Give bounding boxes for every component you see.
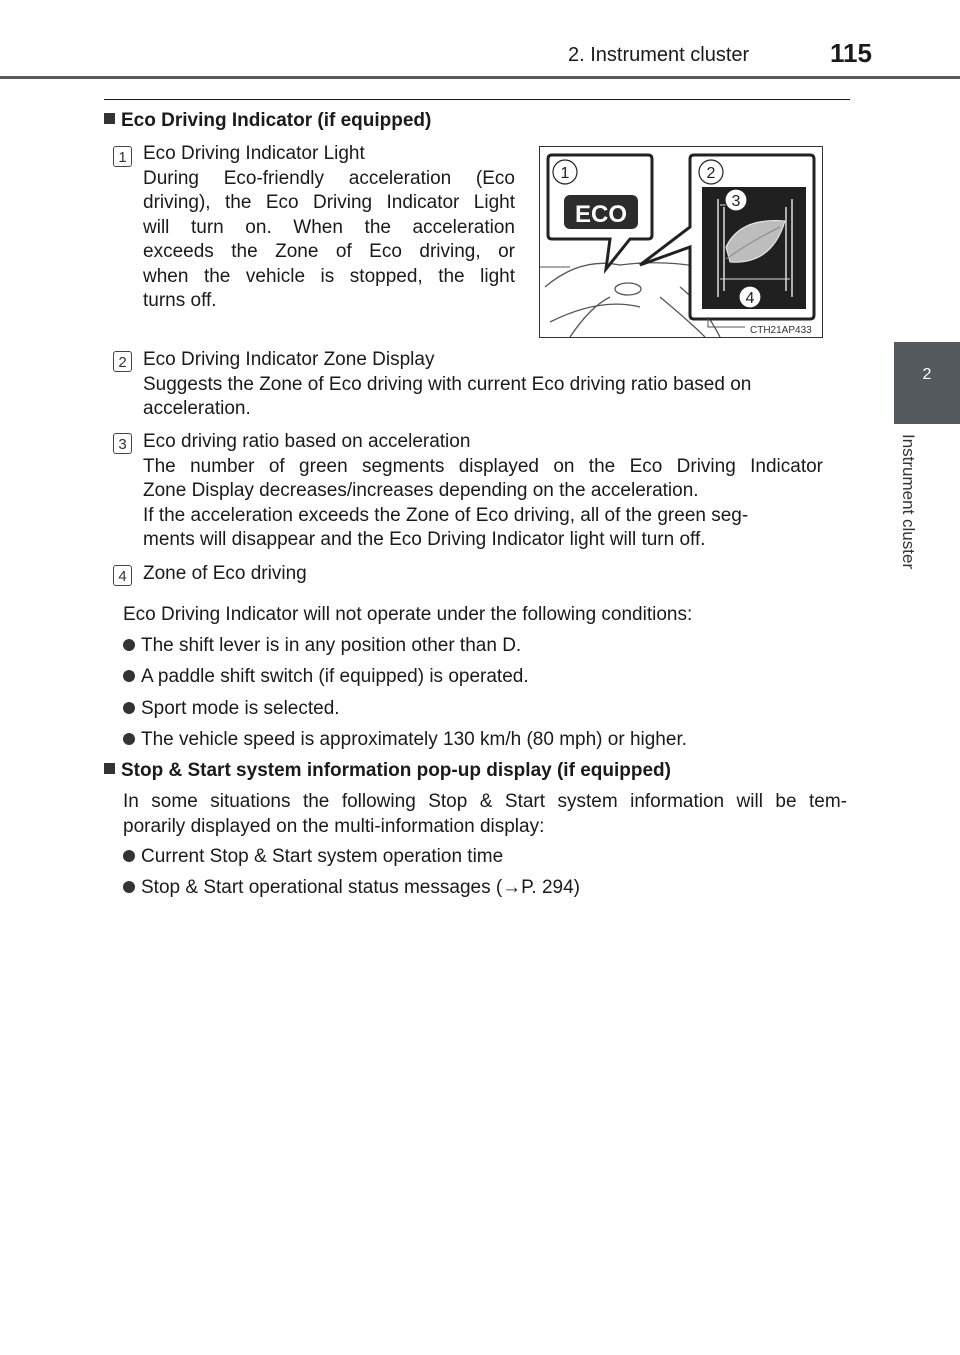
stop-start-bullet: Current Stop & Start system operation time xyxy=(123,845,503,869)
item-2 xyxy=(143,348,823,422)
item-number-box: 1 xyxy=(113,146,132,167)
eco-label: ECO xyxy=(574,201,628,228)
eco-indicator-illustration xyxy=(540,147,822,337)
item-title: Eco driving ratio based on acceleration xyxy=(143,431,471,452)
stop-start-bullet: Stop & Start operational status messages (→P. 294) xyxy=(123,876,580,900)
header-section-title: 2. Instrument cluster xyxy=(568,44,750,66)
condition-bullet: The shift lever is in any position other than D. xyxy=(123,634,521,658)
condition-bullet: The vehicle speed is approximately 130 km/h (80 mph) or higher. xyxy=(123,728,687,752)
item-3 xyxy=(143,430,823,553)
eco-indicator-figure xyxy=(539,146,823,338)
figure-callout-4: 4 xyxy=(745,290,755,307)
bullet-icon xyxy=(123,733,135,745)
intro-line: In some situations the following Stop & Start system information will be tem- xyxy=(123,791,847,812)
condition-bullet: Sport mode is selected. xyxy=(123,697,340,721)
bullet-icon xyxy=(123,702,135,714)
side-tab-number: 2 xyxy=(922,366,932,383)
item-line: Suggests the Zone of Eco driving with current Eco driving ratio based on xyxy=(143,373,752,395)
figure-callout-3: 3 xyxy=(731,193,741,210)
page-number: 115 xyxy=(830,38,872,68)
figure-callout-1: 1 xyxy=(560,165,570,182)
eco-section-heading: Eco Driving Indicator (if equipped) xyxy=(104,110,431,132)
side-tab xyxy=(894,342,960,424)
item-line: The number of green segments displayed on the Eco Driving Indicator xyxy=(143,455,823,477)
bullet-icon xyxy=(123,639,135,651)
item-number-box: 3 xyxy=(113,433,132,454)
item-line: Zone Display decreases/increases depending on the acceleration. xyxy=(143,480,699,501)
item-line: when the vehicle is stopped, the light xyxy=(143,265,515,287)
item-line: acceleration. xyxy=(143,398,251,419)
item-number-box: 2 xyxy=(113,351,132,372)
item-line: will turn on. When the acceleration xyxy=(143,216,515,238)
item-4 xyxy=(143,562,823,587)
item-line: exceeds the Zone of Eco driving, or xyxy=(143,241,515,262)
heading-square-icon xyxy=(104,113,115,124)
conditions-intro: Eco Driving Indicator will not operate under the following conditions: xyxy=(123,604,693,625)
stop-start-intro xyxy=(123,790,847,839)
bullet-icon xyxy=(123,850,135,862)
item-title: Eco Driving Indicator Light xyxy=(143,143,365,164)
intro-line: porarily displayed on the multi-information display: xyxy=(123,815,545,837)
figure-code: CTH21AP433 xyxy=(750,325,812,336)
item-title: Eco Driving Indicator Zone Display xyxy=(143,349,435,370)
condition-bullet: A paddle shift switch (if equipped) is operated. xyxy=(123,665,529,689)
item-line: ments will disappear and the Eco Driving Indicator light will turn off. xyxy=(143,529,706,550)
bullet-icon xyxy=(123,881,135,893)
item-title: Zone of Eco driving xyxy=(143,563,307,584)
header-rule xyxy=(0,76,960,79)
side-tab-label: Instrument cluster xyxy=(899,434,918,570)
item-number-box: 4 xyxy=(113,565,132,586)
item-line: During Eco-friendly acceleration (Eco xyxy=(143,167,515,189)
section-rule xyxy=(104,99,850,100)
heading-square-icon xyxy=(104,763,115,774)
bullet-icon xyxy=(123,670,135,682)
item-line: If the acceleration exceeds the Zone of Eco driving, all of the green seg- xyxy=(143,504,749,526)
stop-start-heading: Stop & Start system information pop-up display (if equipped) xyxy=(104,760,671,782)
item-line: turns off. xyxy=(143,290,217,311)
item-1 xyxy=(143,142,515,314)
item-line: driving), the Eco Driving Indicator Light xyxy=(143,192,515,213)
figure-callout-2: 2 xyxy=(706,165,716,182)
